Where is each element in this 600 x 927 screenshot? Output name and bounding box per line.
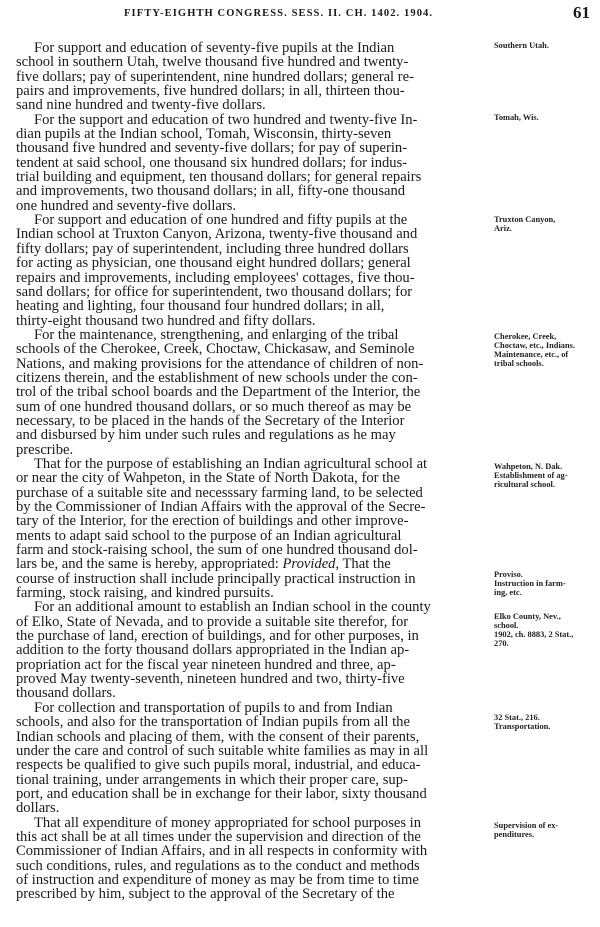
proviso-word: Provided — [282, 556, 336, 573]
margin-note-wahpeton: Wahpeton, N. Dak. Establishment of ag- ricultural school. — [494, 462, 568, 489]
margin-note-truxton-canyon: Truxton Canyon, Ariz. — [494, 215, 556, 233]
page-header — [120, 3, 590, 26]
margin-note-cherokee: Cherokee, Creek, Choctaw, etc., Indians. Maintenance, etc., of tribal schools. — [494, 332, 575, 368]
margin-note-transportation: 32 Stat., 216. Transportation. — [494, 713, 551, 731]
margin-note-supervision: Supervision of ex- penditures. — [494, 821, 559, 839]
paragraph-elko: For an additional amount to establish an Indian school in the county of Elko, State of Nevada, and to provide a suitable site therefor, for the purchase of land, erection of buildings, and for other purposes, in addition to the forty thousand dollars appropriated in the Indian ap- propriation act for the fiscal year nineteen hundred and three, ap- proved May twenty-seventh, nineteen hundred and two, thirty-five thousand dollars. — [16, 599, 431, 702]
paragraph-wahpeton-text-after: , That the course of instruction shall include principally practical instruction in farming, stock raising, and kindred pursuits. — [16, 556, 416, 602]
paragraph-supervision: That all expenditure of money appropriated for school purposes in this act shall be at all times under the supervision and direction of the Commissioner of Indian Affairs, and in all respects in conformity with such conditions, rules, and regulations as to the conduct and methods of instruction and expenditure of money as may be from time to time prescribed by him, subject to the approval of the Secretary of the — [16, 814, 428, 903]
page-number: 61 — [573, 3, 590, 22]
margin-note-proviso: Proviso. Instruction in farm- ing, etc. — [494, 570, 566, 597]
paragraph-southern-utah: For support and education of seventy-five pupils at the Indian school in southern Utah, twelve thousand five hundred and twenty- five dollars; pay of superintendent, nine hundred dollars; general re- pairs and improvements, five hundred dollars; in all, thirteen thou- sand nine hundred and twenty-five dollars. — [16, 40, 414, 114]
paragraph-wahpeton-text-before: That for the purpose of establishing an Indian agricultural school at or near the city of Wahpeton, in the State of North Dakota, for the purchase of a suitable site and necesssary farming land, to be selected by the Commissioner of Indian Affairs with the approval of the Secre- tary of the Interior, for the erection of buildings and other improve- ments to adapt said school to the purpose of an Indian agricultural farm and stock-raising school, the sum of one hundred thousand dol- lars be, and the same is hereby, appropriated: — [16, 455, 428, 573]
margin-note-tomah: Tomah, Wis. — [494, 113, 539, 122]
body-text — [16, 41, 486, 902]
paragraph-wahpeton — [16, 457, 486, 600]
running-head: FIFTY-EIGHTH CONGRESS. SESS. II. CH. 1402. 1904. — [124, 8, 434, 19]
paragraph-tomah: For the support and education of two hundred and twenty-five In- dian pupils at the Indian school, Tomah, Wisconsin, thirty-seven thousand five hundred and seventy-five dollars; for pay of superin- tendent at said school, one thousand six hundred dollars; for indus- trial building and equipment, ten thousand dollars; for general repairs and improvements, two thousand dollars; in all, fifty-one thousand one hundred and seventy-five dollars. — [16, 111, 422, 214]
paragraph-transportation: For collection and transportation of pupils to and from Indian schools, and also for the transportation of Indian pupils from all the Indian schools and placing of them, with the consent of their parents, under the care and control of such suitable white families as may in all respects be qualified to give such pupils moral, industrial, and educa- tional training, under arrangements in which their proper care, sup- port, and education shall be in exchange for their labor, sixty thousand dollars. — [16, 699, 429, 817]
paragraph-tribal-schools: For the maintenance, strengthening, and enlarging of the tribal schools of the Cherokee, Creek, Choctaw, Chickasaw, and Seminole Nations, and making provisions for the attendance of children of non- citizens therein, and the establishment of new schools under the con- trol of the tribal school boards and the Department of the Interior, the sum of one hundred thousand dollars, or so much thereof as may be necessary, to be placed in the hands of the Secretary of the Interior and disbursed by him under such rules and regulations as he may prescribe. — [16, 326, 424, 458]
margin-note-southern-utah: Southern Utah. — [494, 41, 549, 50]
paragraph-truxton-canyon: For support and education of one hundred and fifty pupils at the Indian school at Truxton Canyon, Arizona, twenty-five thousand and fifty dollars; pay of superintendent, including three hundred dollars for acting as physician, one thousand eight hundred dollars; general repairs and improvements, including employees' cottages, five thou- sand dollars; for office for superintendent, two thousand dollars; for heating and lighting, four thousand four hundred dollars; in all, thirty-eight thousand two hundred and fifty dollars. — [16, 212, 418, 329]
margin-note-elko: Elko County, Nev., school. 1902, ch. 8883, 2 Stat., 270. — [494, 612, 574, 648]
